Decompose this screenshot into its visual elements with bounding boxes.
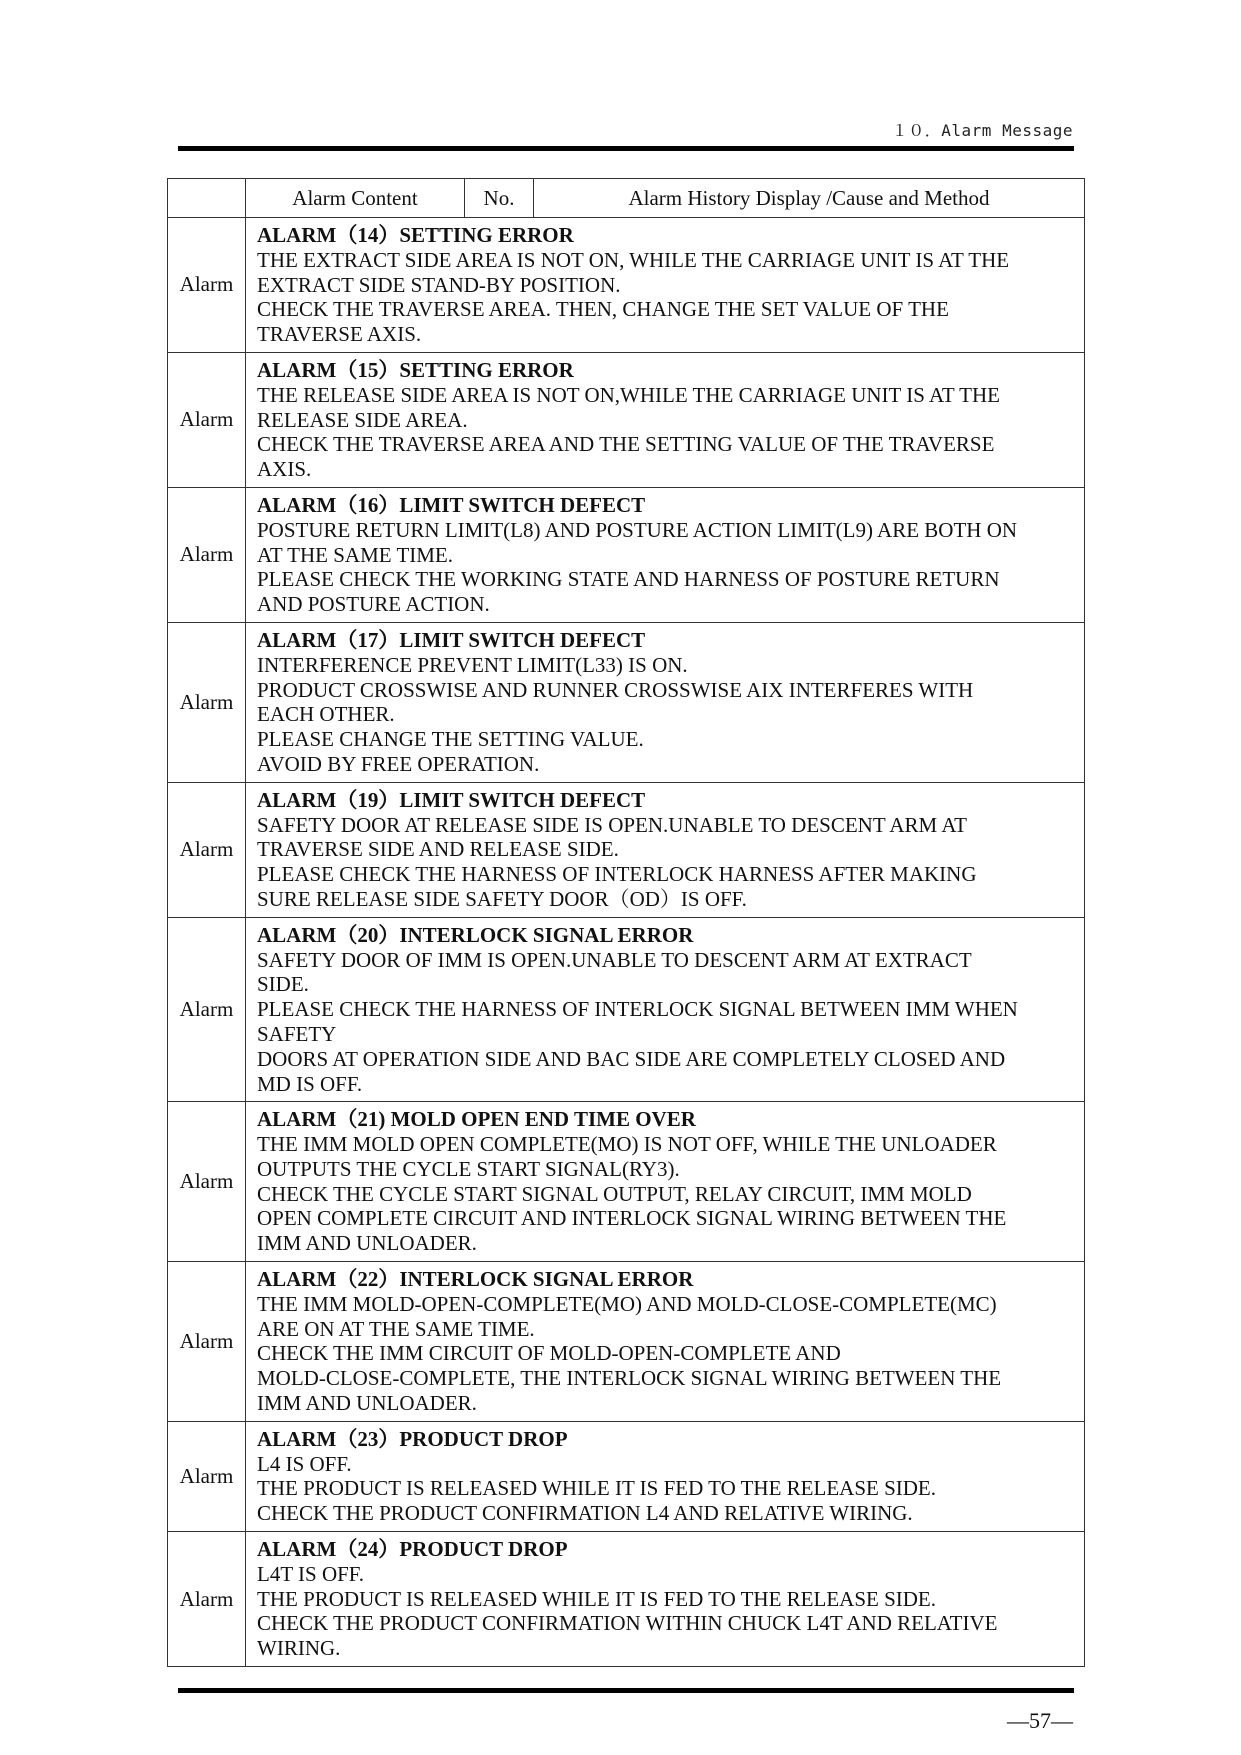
footer-rule: [178, 1688, 1074, 1693]
table-row: [168, 1102, 1085, 1262]
alarm-text-line: AND POSTURE ACTION.: [257, 592, 490, 617]
alarm-label: Alarm: [168, 782, 246, 917]
alarm-description: [246, 218, 1085, 353]
alarm-title: ALARM（19）LIMIT SWITCH DEFECT: [257, 787, 646, 812]
alarm-text-line: CHECK THE TRAVERSE AREA AND THE SETTING VALUE OF THE TRAVERSE: [257, 432, 995, 457]
alarm-label: Alarm: [168, 487, 246, 622]
table-row: [168, 1532, 1085, 1667]
alarm-text-line: TRAVERSE SIDE AND RELEASE SIDE.: [257, 837, 619, 862]
alarm-text-line: PRODUCT CROSSWISE AND RUNNER CROSSWISE AIX INTERFERES WITH: [257, 677, 974, 702]
alarm-description: [246, 622, 1085, 782]
alarm-title: ALARM（20）INTERLOCK SIGNAL ERROR: [257, 922, 694, 947]
table-row: [168, 1421, 1085, 1531]
alarm-text-line: EXTRACT SIDE STAND-BY POSITION.: [257, 272, 621, 297]
alarm-text-line: CHECK THE PRODUCT CONFIRMATION L4 AND RELATIVE WIRING.: [257, 1501, 913, 1526]
header-no: No.: [465, 179, 534, 218]
alarm-text-line: PLEASE CHANGE THE SETTING VALUE.: [257, 727, 644, 752]
alarm-label: Alarm: [168, 1421, 246, 1531]
alarm-label: Alarm: [168, 218, 246, 353]
alarm-text-line: ARE ON AT THE SAME TIME.: [257, 1316, 535, 1341]
page-number: —57—: [1007, 1708, 1073, 1733]
alarm-title: ALARM（23）PRODUCT DROP: [257, 1426, 568, 1451]
alarm-title: ALARM（21) MOLD OPEN END TIME OVER: [257, 1107, 696, 1132]
alarm-title: ALARM（14）SETTING ERROR: [257, 223, 574, 247]
alarm-title: ALARM（24）PRODUCT DROP: [257, 1537, 568, 1562]
alarm-description: [246, 782, 1085, 917]
alarm-description: [246, 917, 1085, 1102]
alarm-text-line: WIRING.: [257, 1636, 341, 1661]
alarm-text-line: MOLD-CLOSE-COMPLETE, THE INTERLOCK SIGNAL WIRING BETWEEN THE: [257, 1366, 1002, 1391]
alarm-text-line: CHECK THE CYCLE START SIGNAL OUTPUT, RELAY CIRCUIT, IMM MOLD: [257, 1181, 972, 1206]
alarm-text-line: IMM AND UNLOADER.: [257, 1391, 477, 1416]
alarm-table: [167, 178, 1085, 1667]
alarm-text-line: AVOID BY FREE OPERATION.: [257, 751, 540, 776]
alarm-text-line: RELEASE SIDE AREA.: [257, 407, 468, 432]
table-row: [168, 218, 1085, 353]
alarm-description: [246, 352, 1085, 487]
alarm-text-line: THE EXTRACT SIDE AREA IS NOT ON, WHILE THE CARRIAGE UNIT IS AT THE: [257, 247, 1010, 272]
alarm-text-line: POSTURE RETURN LIMIT(L8) AND POSTURE ACTION LIMIT(L9) ARE BOTH ON: [257, 517, 1018, 542]
alarm-title: ALARM（15）SETTING ERROR: [257, 357, 574, 382]
alarm-text-line: L4 IS OFF.: [257, 1451, 352, 1476]
alarm-text-line: THE IMM MOLD OPEN COMPLETE(MO) IS NOT OFF, WHILE THE UNLOADER: [257, 1132, 997, 1157]
alarm-text-line: IMM AND UNLOADER.: [257, 1231, 477, 1256]
alarm-text-line: CHECK THE PRODUCT CONFIRMATION WITHIN CHUCK L4T AND RELATIVE: [257, 1611, 998, 1636]
alarm-title: ALARM（17）LIMIT SWITCH DEFECT: [257, 627, 646, 652]
alarm-description: [246, 1532, 1085, 1667]
alarm-text-line: MD IS OFF.: [257, 1071, 363, 1096]
header-blank-cell: [168, 179, 246, 218]
alarm-label: Alarm: [168, 917, 246, 1102]
alarm-text-line: L4T IS OFF.: [257, 1561, 365, 1586]
alarm-text-line: AT THE SAME TIME.: [257, 542, 454, 567]
alarm-label: Alarm: [168, 352, 246, 487]
table-row: [168, 1262, 1085, 1422]
header-alarm-content: Alarm Content: [246, 179, 465, 218]
table-row: [168, 917, 1085, 1102]
alarm-text-line: CHECK THE TRAVERSE AREA. THEN, CHANGE THE SET VALUE OF THE: [257, 297, 949, 322]
header-history: Alarm History Display /Cause and Method: [534, 179, 1085, 218]
alarm-table-body: [168, 218, 1085, 1667]
alarm-text-line: PLEASE CHECK THE WORKING STATE AND HARNESS OF POSTURE RETURN: [257, 567, 1000, 592]
alarm-text-line: AXIS.: [257, 457, 312, 482]
alarm-label: Alarm: [168, 1262, 246, 1422]
alarm-label: Alarm: [168, 1532, 246, 1667]
table-row: [168, 487, 1085, 622]
alarm-text-line: INTERFERENCE PREVENT LIMIT(L33) IS ON.: [257, 652, 688, 677]
alarm-text-line: EACH OTHER.: [257, 702, 395, 727]
alarm-description: [246, 1421, 1085, 1531]
alarm-text-line: DOORS AT OPERATION SIDE AND BAC SIDE ARE COMPLETELY CLOSED AND: [257, 1046, 1006, 1071]
alarm-title: ALARM（16）LIMIT SWITCH DEFECT: [257, 492, 646, 517]
header-rule: [178, 146, 1074, 151]
alarm-text-line: SIDE.: [257, 972, 309, 997]
alarm-text-line: PLEASE CHECK THE HARNESS OF INTERLOCK SIGNAL BETWEEN IMM WHEN: [257, 997, 1018, 1022]
table-row: [168, 352, 1085, 487]
alarm-table-container: [167, 178, 1085, 1667]
alarm-text-line: SAFETY DOOR AT RELEASE SIDE IS OPEN.UNABLE TO DESCENT ARM AT: [257, 812, 967, 837]
alarm-text-line: OUTPUTS THE CYCLE START SIGNAL(RY3).: [257, 1156, 680, 1181]
table-header-row: [168, 179, 1085, 218]
alarm-text-line: PLEASE CHECK THE HARNESS OF INTERLOCK HARNESS AFTER MAKING: [257, 862, 977, 887]
alarm-description: [246, 487, 1085, 622]
table-row: [168, 782, 1085, 917]
alarm-label: Alarm: [168, 1102, 246, 1262]
alarm-text-line: THE PRODUCT IS RELEASED WHILE IT IS FED TO THE RELEASE SIDE.: [257, 1476, 937, 1501]
alarm-label: Alarm: [168, 622, 246, 782]
alarm-text-line: TRAVERSE AXIS.: [257, 322, 422, 347]
alarm-text-line: THE PRODUCT IS RELEASED WHILE IT IS FED TO THE RELEASE SIDE.: [257, 1586, 937, 1611]
alarm-description: [246, 1262, 1085, 1422]
table-row: [168, 622, 1085, 782]
alarm-title: ALARM（22）INTERLOCK SIGNAL ERROR: [257, 1267, 694, 1292]
alarm-text-line: CHECK THE IMM CIRCUIT OF MOLD-OPEN-COMPLETE AND: [257, 1341, 841, 1366]
alarm-text-line: THE RELEASE SIDE AREA IS NOT ON,WHILE THE CARRIAGE UNIT IS AT THE: [257, 382, 1000, 407]
alarm-text-line: OPEN COMPLETE CIRCUIT AND INTERLOCK SIGNAL WIRING BETWEEN THE: [257, 1206, 1007, 1231]
page-header: １０．Alarm Message: [891, 121, 1073, 140]
alarm-text-line: THE IMM MOLD-OPEN-COMPLETE(MO) AND MOLD-CLOSE-COMPLETE(MC): [257, 1291, 997, 1316]
alarm-text-line: SURE RELEASE SIDE SAFETY DOOR（OD）IS OFF.: [257, 886, 747, 911]
alarm-text-line: SAFETY: [257, 1021, 337, 1046]
alarm-text-line: SAFETY DOOR OF IMM IS OPEN.UNABLE TO DESCENT ARM AT EXTRACT: [257, 947, 972, 972]
alarm-description: [246, 1102, 1085, 1262]
